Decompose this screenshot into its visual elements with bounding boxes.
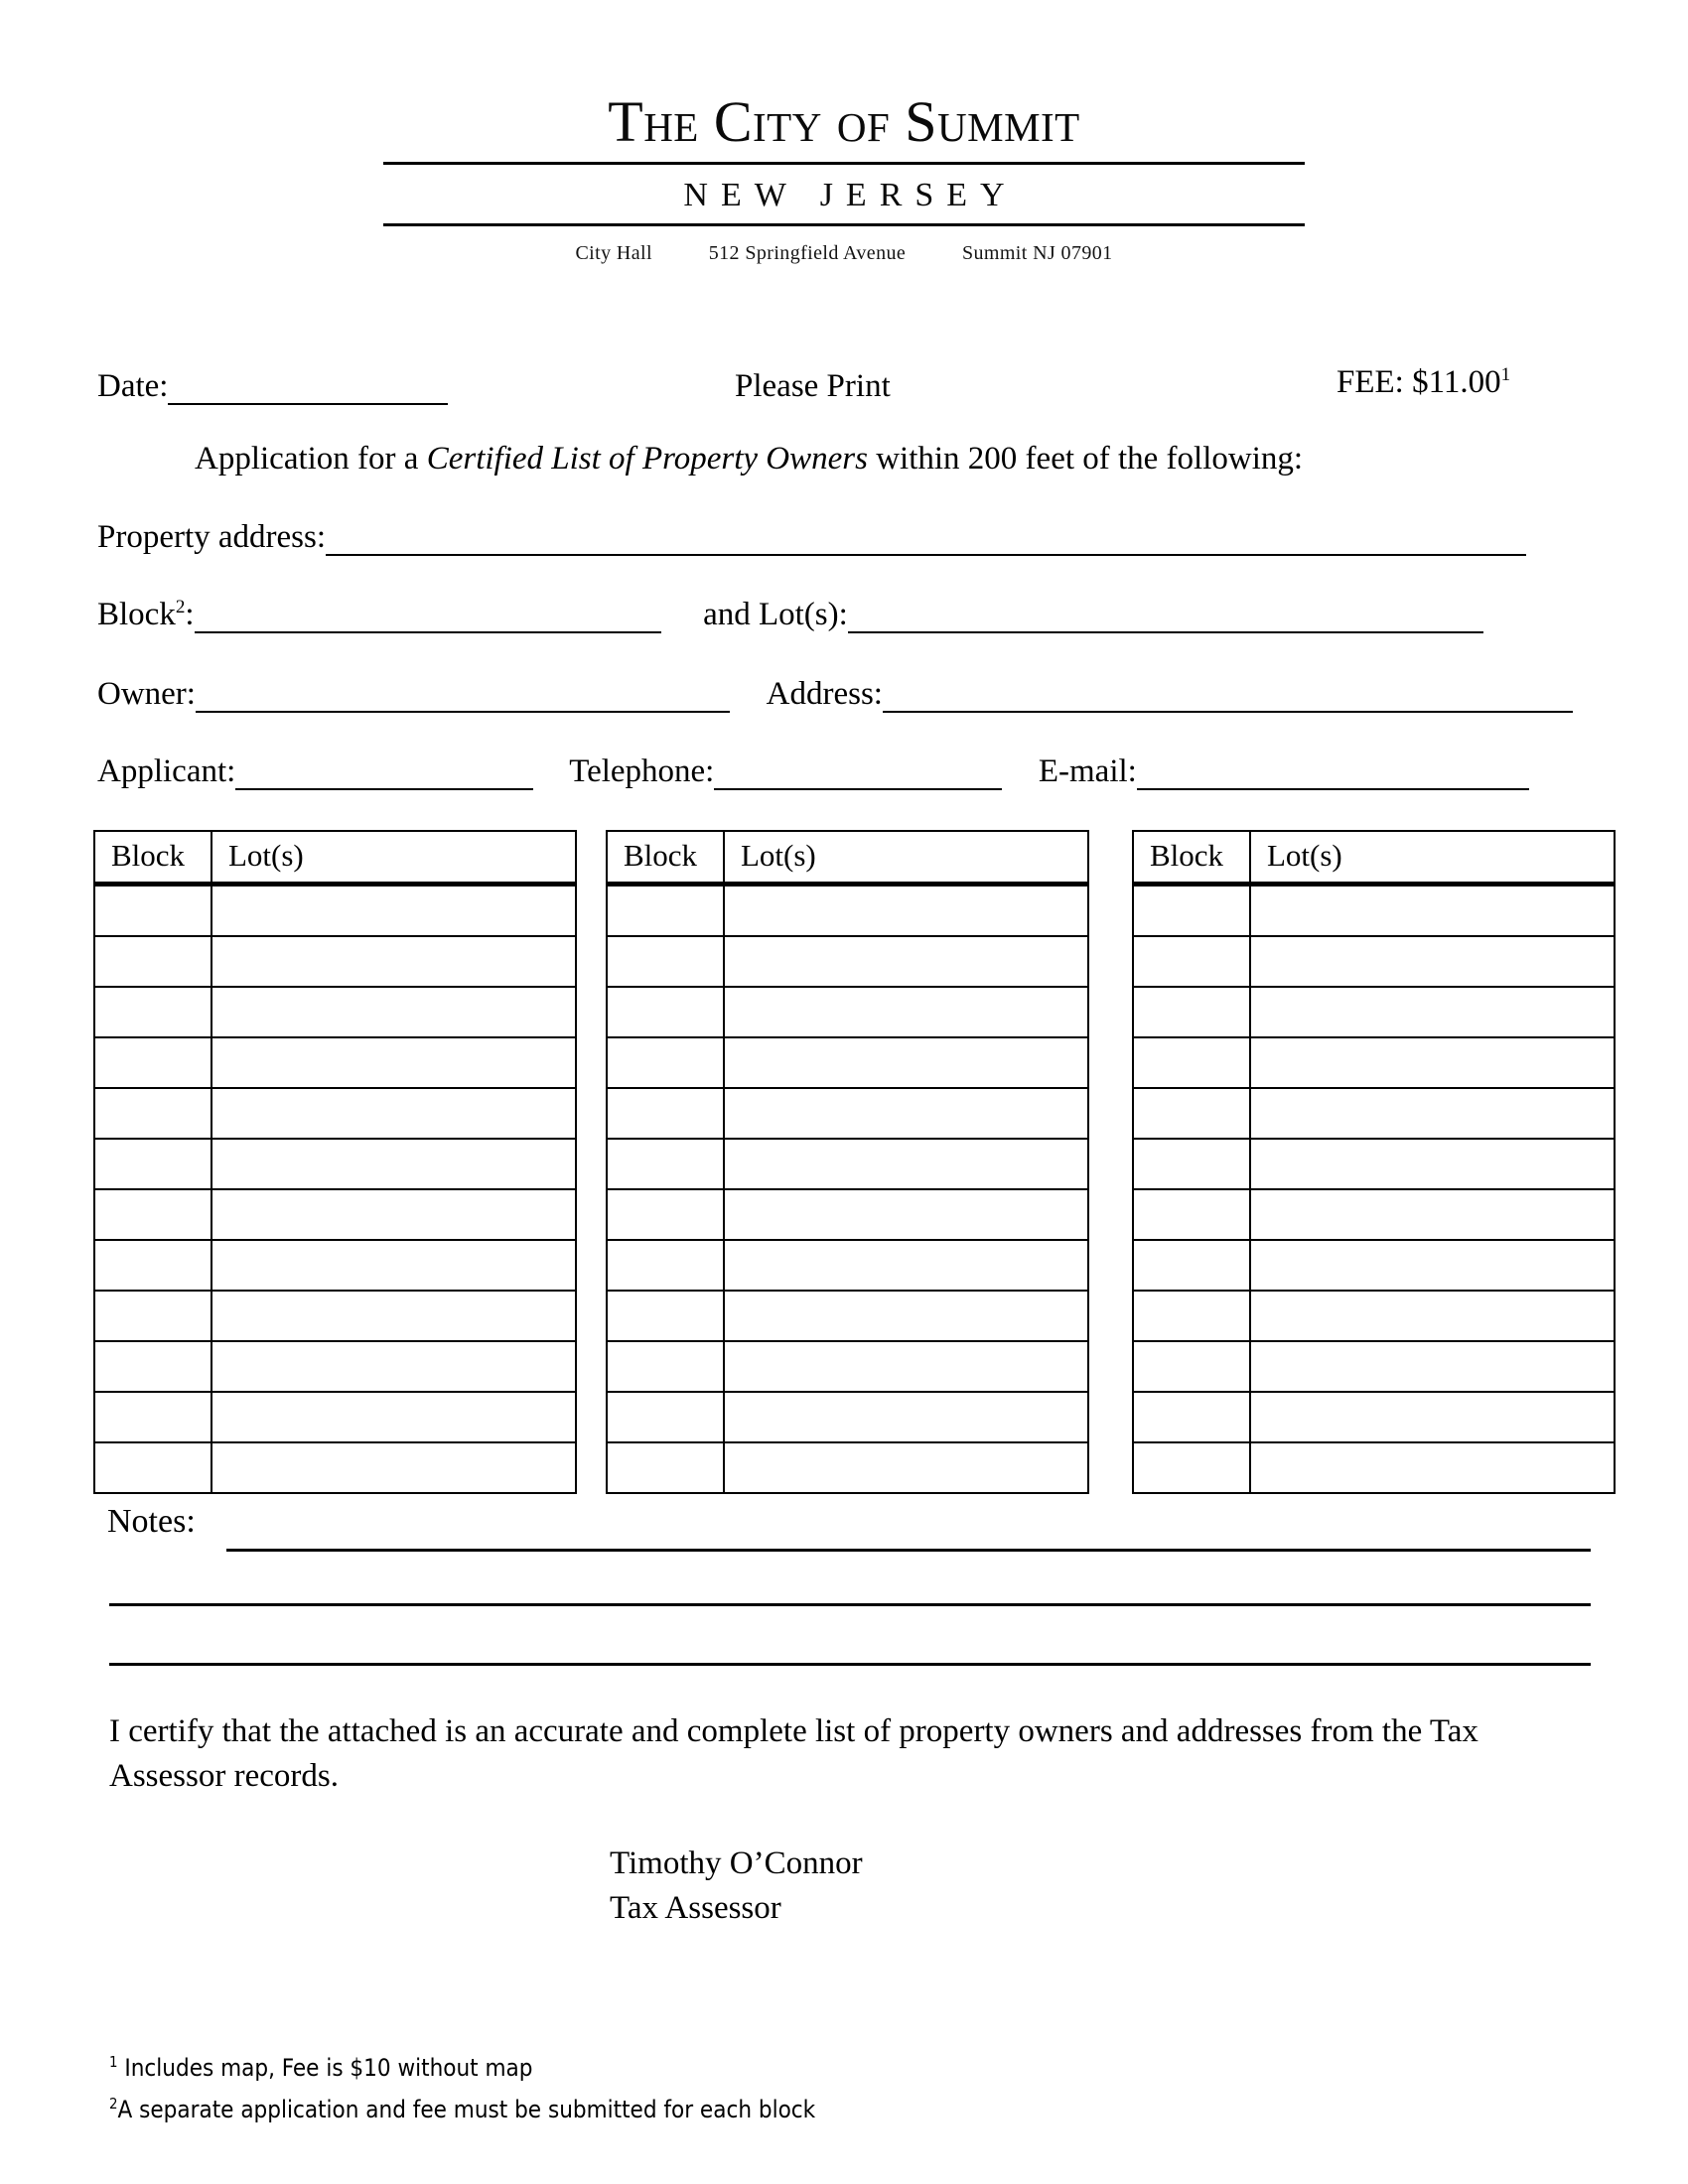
table-3-header-row (1133, 831, 1615, 885)
table-row (94, 1341, 576, 1392)
table-row (607, 1037, 1088, 1088)
lots-input[interactable] (848, 602, 1483, 633)
block-cell[interactable] (1133, 1088, 1250, 1139)
block-cell[interactable] (94, 936, 211, 987)
block-cell[interactable] (94, 1189, 211, 1240)
date-input[interactable] (168, 373, 448, 405)
state-name: NEW JERSEY (683, 177, 1018, 213)
table-row (607, 1139, 1088, 1189)
table-row (607, 987, 1088, 1037)
application-emphasis-text: Certified List of Property Owners (426, 441, 868, 477)
and-lots-label: and Lot(s): (703, 597, 848, 632)
block-cell[interactable] (1133, 1291, 1250, 1341)
block-cell[interactable] (94, 1139, 211, 1189)
lots-cell[interactable] (724, 1291, 1088, 1341)
letterhead-rule-bottom (383, 223, 1305, 226)
notes-label: Notes: (107, 1503, 196, 1540)
address-street: 512 Springfield Avenue (708, 242, 907, 264)
table-3-head (1133, 831, 1615, 885)
table-row (607, 1341, 1088, 1392)
block-cell[interactable] (607, 1037, 724, 1088)
table-1-head (94, 831, 576, 885)
fee-label (1336, 363, 1510, 401)
applicant-input[interactable] (235, 758, 533, 790)
lots-cell[interactable] (1250, 1442, 1615, 1493)
block-footnote-marker: 2 (175, 597, 186, 617)
lots-cell[interactable] (211, 987, 576, 1037)
lots-cell[interactable] (724, 1139, 1088, 1189)
table-1-header-row (94, 831, 576, 885)
table-row (607, 1291, 1088, 1341)
address-city-state-zip: Summit NJ 07901 (961, 242, 1113, 264)
lots-cell[interactable] (211, 1392, 576, 1442)
block-cell[interactable] (1133, 1037, 1250, 1088)
property-address-row (97, 518, 1526, 556)
telephone-label: Telephone: (569, 753, 715, 789)
table-row (1133, 1442, 1615, 1493)
block-cell[interactable] (94, 1442, 211, 1493)
table-row (607, 1088, 1088, 1139)
table-row (94, 1392, 576, 1442)
lots-cell[interactable] (724, 885, 1088, 937)
application-statement (195, 440, 1303, 478)
table-1-col-block: Block (94, 831, 211, 885)
block-cell[interactable] (94, 1088, 211, 1139)
letterhead-rule-top (383, 162, 1305, 165)
block-cell[interactable] (94, 1392, 211, 1442)
lots-cell[interactable] (1250, 936, 1615, 987)
block-cell[interactable] (1133, 1392, 1250, 1442)
property-address-input[interactable] (326, 524, 1526, 556)
lots-cell[interactable] (211, 1341, 576, 1392)
block-cell[interactable] (94, 1240, 211, 1291)
table-row (607, 936, 1088, 987)
lots-cell[interactable] (211, 1442, 576, 1493)
table-2-head (607, 831, 1088, 885)
applicant-label: Applicant: (97, 753, 236, 789)
lots-cell[interactable] (1250, 1291, 1615, 1341)
address-label: Address: (766, 676, 883, 712)
table-row (94, 1442, 576, 1493)
table-row (607, 1392, 1088, 1442)
block-cell[interactable] (607, 1392, 724, 1442)
table-row (1133, 1139, 1615, 1189)
fee-footnote-marker: 1 (1500, 364, 1511, 385)
telephone-input[interactable] (714, 758, 1002, 790)
block-cell[interactable] (1133, 885, 1250, 937)
table-row (94, 1189, 576, 1240)
table-row (1133, 1189, 1615, 1240)
table-1-body (94, 885, 576, 1494)
city-title: The City of Summit (608, 89, 1080, 154)
signer-name: Timothy O’Connor (610, 1845, 863, 1881)
table-2-header-row (607, 831, 1088, 885)
property-address-label: Property address: (97, 519, 327, 555)
fee-amount-text: FEE: $11.00 (1336, 364, 1501, 400)
lots-cell[interactable] (211, 1189, 576, 1240)
table-3-body (1133, 885, 1615, 1494)
lots-cell[interactable] (1250, 1392, 1615, 1442)
footnote-1-text: Includes map, Fee is $10 without map (117, 2054, 533, 2082)
application-trail-text: within 200 feet of the following: (867, 441, 1304, 477)
table-row (94, 936, 576, 987)
city-hall-address (0, 241, 1688, 265)
table-row (1133, 1240, 1615, 1291)
certification-statement: I certify that the attached is an accurate and complete list of property owners and addresses from the Tax Assessor records. (109, 1713, 1478, 1794)
table-row (94, 1139, 576, 1189)
block-cell[interactable] (1133, 936, 1250, 987)
lots-cell[interactable] (724, 936, 1088, 987)
address-input[interactable] (883, 681, 1573, 713)
block-label-colon: : (185, 597, 195, 632)
lots-cell[interactable] (724, 987, 1088, 1037)
signer-title: Tax Assessor (610, 1890, 781, 1926)
block-cell[interactable] (607, 1189, 724, 1240)
footnotes (109, 2047, 1400, 2130)
footnote-2 (109, 2089, 1400, 2130)
block-label: Block (97, 597, 176, 632)
block-cell[interactable] (94, 1291, 211, 1341)
block-cell[interactable] (607, 1291, 724, 1341)
block-lots-row (97, 596, 1483, 633)
lots-cell[interactable] (724, 1189, 1088, 1240)
table-row (1133, 1088, 1615, 1139)
table-row (94, 885, 576, 937)
block-input[interactable] (195, 602, 661, 633)
notes-input-line-3[interactable] (109, 1663, 1591, 1666)
lots-cell[interactable] (211, 1139, 576, 1189)
table-row (1133, 936, 1615, 987)
lots-cell[interactable] (724, 1392, 1088, 1442)
table-row (607, 1240, 1088, 1291)
block-cell[interactable] (1133, 1341, 1250, 1392)
lots-cell[interactable] (724, 1442, 1088, 1493)
block-cell[interactable] (607, 1088, 724, 1139)
lots-cell[interactable] (724, 1240, 1088, 1291)
lots-cell[interactable] (1250, 1341, 1615, 1392)
lots-cell[interactable] (211, 885, 576, 937)
block-cell[interactable] (607, 987, 724, 1037)
block-lot-table-1 (93, 830, 577, 1494)
applicant-contact-row (97, 752, 1529, 790)
lots-cell[interactable] (1250, 1240, 1615, 1291)
owner-input[interactable] (196, 681, 730, 713)
lots-cell[interactable] (724, 1341, 1088, 1392)
table-row (1133, 1392, 1615, 1442)
block-cell[interactable] (94, 1341, 211, 1392)
table-3-col-lots: Lot(s) (1250, 831, 1615, 885)
footnote-1 (109, 2047, 1400, 2089)
lots-cell[interactable] (724, 1088, 1088, 1139)
letterhead (0, 91, 1688, 265)
block-cell[interactable] (1133, 1139, 1250, 1189)
block-lot-table-2 (606, 830, 1089, 1494)
lots-cell[interactable] (211, 936, 576, 987)
table-1-col-lots: Lot(s) (211, 831, 576, 885)
footnote-2-text: A separate application and fee must be submitted for each block (117, 2096, 816, 2123)
block-cell[interactable] (607, 1240, 724, 1291)
block-cell[interactable] (607, 885, 724, 937)
block-cell[interactable] (94, 1037, 211, 1088)
table-2-col-lots: Lot(s) (724, 831, 1088, 885)
block-cell[interactable] (1133, 987, 1250, 1037)
table-row (94, 1240, 576, 1291)
application-lead-text: Application for a (195, 441, 427, 477)
date-field-row (97, 367, 448, 405)
table-row (607, 1442, 1088, 1493)
table-row (607, 1189, 1088, 1240)
owner-address-row (97, 675, 1573, 713)
lots-cell[interactable] (211, 1240, 576, 1291)
block-cell[interactable] (94, 885, 211, 937)
table-2-col-block: Block (607, 831, 724, 885)
lots-cell[interactable] (211, 1291, 576, 1341)
signature-block (610, 1842, 863, 1931)
please-print-note: Please Print (735, 368, 891, 404)
email-input[interactable] (1137, 758, 1529, 790)
block-cell[interactable] (1133, 1442, 1250, 1493)
table-row (1133, 1037, 1615, 1088)
footnote-2-marker: 2 (109, 2095, 118, 2113)
table-row (1133, 1291, 1615, 1341)
table-row (94, 1088, 576, 1139)
block-cell[interactable] (607, 1139, 724, 1189)
lots-cell[interactable] (1250, 987, 1615, 1037)
block-cell[interactable] (607, 1341, 724, 1392)
table-row (607, 885, 1088, 937)
footnote-1-marker: 1 (109, 2053, 118, 2071)
lots-cell[interactable] (1250, 1189, 1615, 1240)
date-label: Date: (97, 368, 169, 404)
table-row (1133, 987, 1615, 1037)
lots-cell[interactable] (1250, 1037, 1615, 1088)
lots-cell[interactable] (724, 1037, 1088, 1088)
table-2-body (607, 885, 1088, 1494)
lots-cell[interactable] (1250, 1139, 1615, 1189)
owner-label: Owner: (97, 676, 196, 712)
table-row (1133, 885, 1615, 937)
block-cell[interactable] (607, 1442, 724, 1493)
block-cell[interactable] (607, 936, 724, 987)
table-row (94, 987, 576, 1037)
address-building: City Hall (575, 242, 652, 264)
email-label: E-mail: (1038, 753, 1137, 789)
table-row (1133, 1341, 1615, 1392)
lots-cell[interactable] (211, 1037, 576, 1088)
table-row (94, 1037, 576, 1088)
block-cell[interactable] (1133, 1240, 1250, 1291)
lots-cell[interactable] (1250, 885, 1615, 937)
table-3-col-block: Block (1133, 831, 1250, 885)
lots-cell[interactable] (1250, 1088, 1615, 1139)
block-lot-table-3 (1132, 830, 1616, 1494)
block-cell[interactable] (1133, 1189, 1250, 1240)
table-row (94, 1291, 576, 1341)
notes-input-line-2[interactable] (109, 1603, 1591, 1606)
block-cell[interactable] (94, 987, 211, 1037)
lots-cell[interactable] (211, 1088, 576, 1139)
notes-input-line-1[interactable] (226, 1549, 1591, 1552)
